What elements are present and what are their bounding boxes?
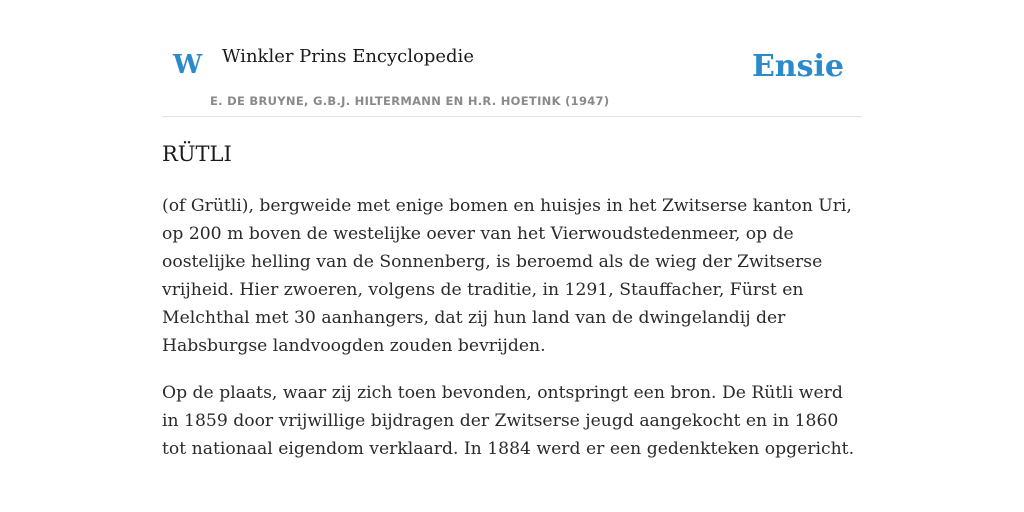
article-paragraph: (of Grütli), bergweide met enige bomen en huisjes in het Zwitserse kanton Uri, op 200 m boven de westelijke oever van het Vierwoudstedenmeer, op de oostelijke helling van de Sonnenberg, is beroemd als de wieg der Zwitserse vrijheid. Hier zwoeren, volgens de traditie, in 1291, Stauffacher, Fürst en Melchthal met 30 aanhangers, dat zij hun land van de dwingelandij der Habsburgse landvoogden zouden bevrijden.: [162, 196, 852, 356]
article-paragraph: Op de plaats, waar zij zich toen bevonden, ontspringt een bron. De Rütli werd in 1859 door vrijwillige bijdragen der Zwitserse jeugd aangekocht en in 1860 tot nationaal eigendom verklaard. In 1884 werd er een gedenkteken opgericht.: [162, 383, 855, 459]
source-authors: E. DE BRUYNE, G.B.J. HILTERMANN EN H.R. HOETINK (1947): [210, 94, 610, 108]
article-title: RÜTLI: [162, 142, 232, 166]
source-title[interactable]: Winkler Prins Encyclopedie: [222, 46, 474, 67]
brand-logo[interactable]: Ensie: [751, 49, 844, 84]
header: [162, 0, 862, 117]
article: [162, 138, 862, 482]
source-logo-icon[interactable]: W: [173, 50, 203, 80]
